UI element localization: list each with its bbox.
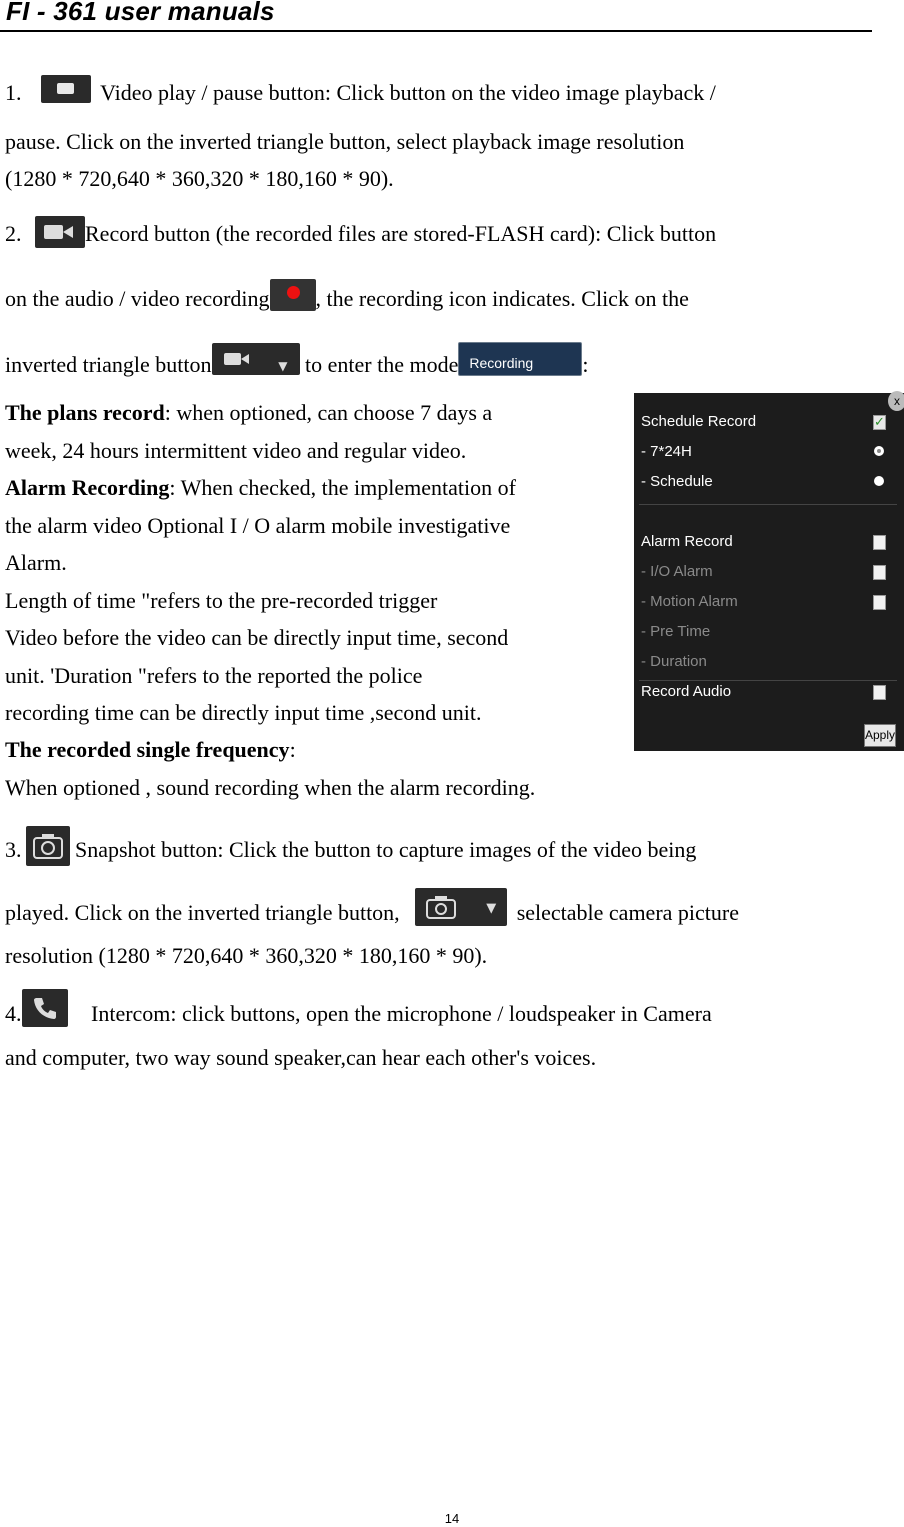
close-icon[interactable]: x bbox=[888, 391, 904, 411]
alarm-line-3: Alarm. bbox=[5, 550, 67, 575]
schedule-record-row: Schedule Record ✓ bbox=[641, 407, 896, 437]
apply-button[interactable]: Apply bbox=[864, 724, 896, 747]
p1-line-1: 1. Video play / pause button: Click button on the video image playback / bbox=[5, 80, 716, 109]
p2-line-1: 2. Record button (the recorded files are stored-FLASH card): Click button bbox=[5, 220, 716, 252]
option-schedule-row: - Schedule bbox=[641, 467, 896, 497]
option-7x24h-row: - 7*24H bbox=[641, 437, 896, 467]
p3-line-2: played. Click on the inverted triangle button, ▼ selectable camera picture bbox=[5, 896, 739, 934]
pre-time-row: - Pre Time bbox=[641, 623, 711, 640]
p4-line-2: and computer, two way sound speaker,can hear each other's voices. bbox=[5, 1045, 597, 1070]
record-audio-checkbox[interactable] bbox=[873, 685, 886, 700]
alarm-line-5: Video before the video can be directly input time, second bbox=[5, 625, 509, 650]
video-camera-icon bbox=[35, 216, 85, 248]
option-schedule-radio[interactable] bbox=[874, 476, 884, 486]
io-alarm-checkbox[interactable] bbox=[873, 565, 886, 580]
page-number: 14 bbox=[444, 1511, 460, 1526]
recording-dot-icon bbox=[270, 279, 316, 311]
plans-line-2: week, 24 hours intermittent video and regular video. bbox=[5, 438, 467, 463]
single-line-2: When optioned , sound recording when the alarm recording. bbox=[5, 775, 536, 800]
p3-line-3: resolution (1280 * 720,640 * 360,320 * 180,160 * 90). bbox=[5, 943, 488, 968]
p3-line-1: 3. Snapshot button: Click the button to capture images of the video being bbox=[5, 832, 696, 872]
phone-icon bbox=[22, 989, 68, 1027]
single-line-1: The recorded single frequency: bbox=[5, 737, 296, 762]
option-7x24h-radio[interactable] bbox=[874, 446, 884, 456]
p4-line-1: 4. Intercom: click buttons, open the microphone / loudspeaker in Camera bbox=[5, 997, 712, 1035]
snapshot-dropdown-icon: ▼ bbox=[415, 888, 507, 926]
document-header-title: FI - 361 user manuals bbox=[6, 0, 275, 26]
p1-number: 1. bbox=[5, 80, 22, 105]
header-rule bbox=[0, 30, 872, 32]
alarm-line-2: the alarm video Optional I / O alarm mobile investigative bbox=[5, 513, 511, 538]
record-audio-row: Record Audio bbox=[641, 677, 896, 707]
alarm-line-7: recording time can be directly input time ,second unit. bbox=[5, 700, 482, 725]
plans-line-1: The plans record: when optioned, can choose 7 days a bbox=[5, 400, 493, 425]
p2-line-3: inverted triangle button ▼ to enter the mode Recording : bbox=[5, 350, 588, 384]
duration-row: - Duration bbox=[641, 653, 707, 670]
stop-icon bbox=[41, 75, 91, 103]
snapshot-camera-icon bbox=[26, 826, 70, 866]
record-settings-panel bbox=[634, 393, 904, 751]
video-camera-dropdown-icon: ▼ bbox=[212, 343, 300, 375]
motion-alarm-checkbox[interactable] bbox=[873, 595, 886, 610]
p1-line-3: (1280 * 720,640 * 360,320 * 180,160 * 90). bbox=[5, 166, 394, 191]
alarm-line-4: Length of time "refers to the pre-recorded trigger bbox=[5, 588, 438, 613]
io-alarm-row: - I/O Alarm bbox=[641, 557, 896, 587]
alarm-line-6: unit. 'Duration "refers to the reported the police bbox=[5, 663, 423, 688]
panel-divider bbox=[639, 504, 897, 505]
alarm-record-row: Alarm Record bbox=[641, 527, 896, 557]
schedule-record-checkbox[interactable] bbox=[873, 415, 886, 430]
p2-line-2: on the audio / video recording , the recording icon indicates. Click on the bbox=[5, 285, 689, 317]
recording-mode-button-icon: Recording bbox=[458, 342, 582, 376]
alarm-record-checkbox[interactable] bbox=[873, 535, 886, 550]
alarm-line-1: Alarm Recording: When checked, the implementation of bbox=[5, 475, 516, 500]
p1-line-2: pause. Click on the inverted triangle button, select playback image resolution bbox=[5, 129, 685, 154]
motion-alarm-row: - Motion Alarm bbox=[641, 587, 896, 617]
